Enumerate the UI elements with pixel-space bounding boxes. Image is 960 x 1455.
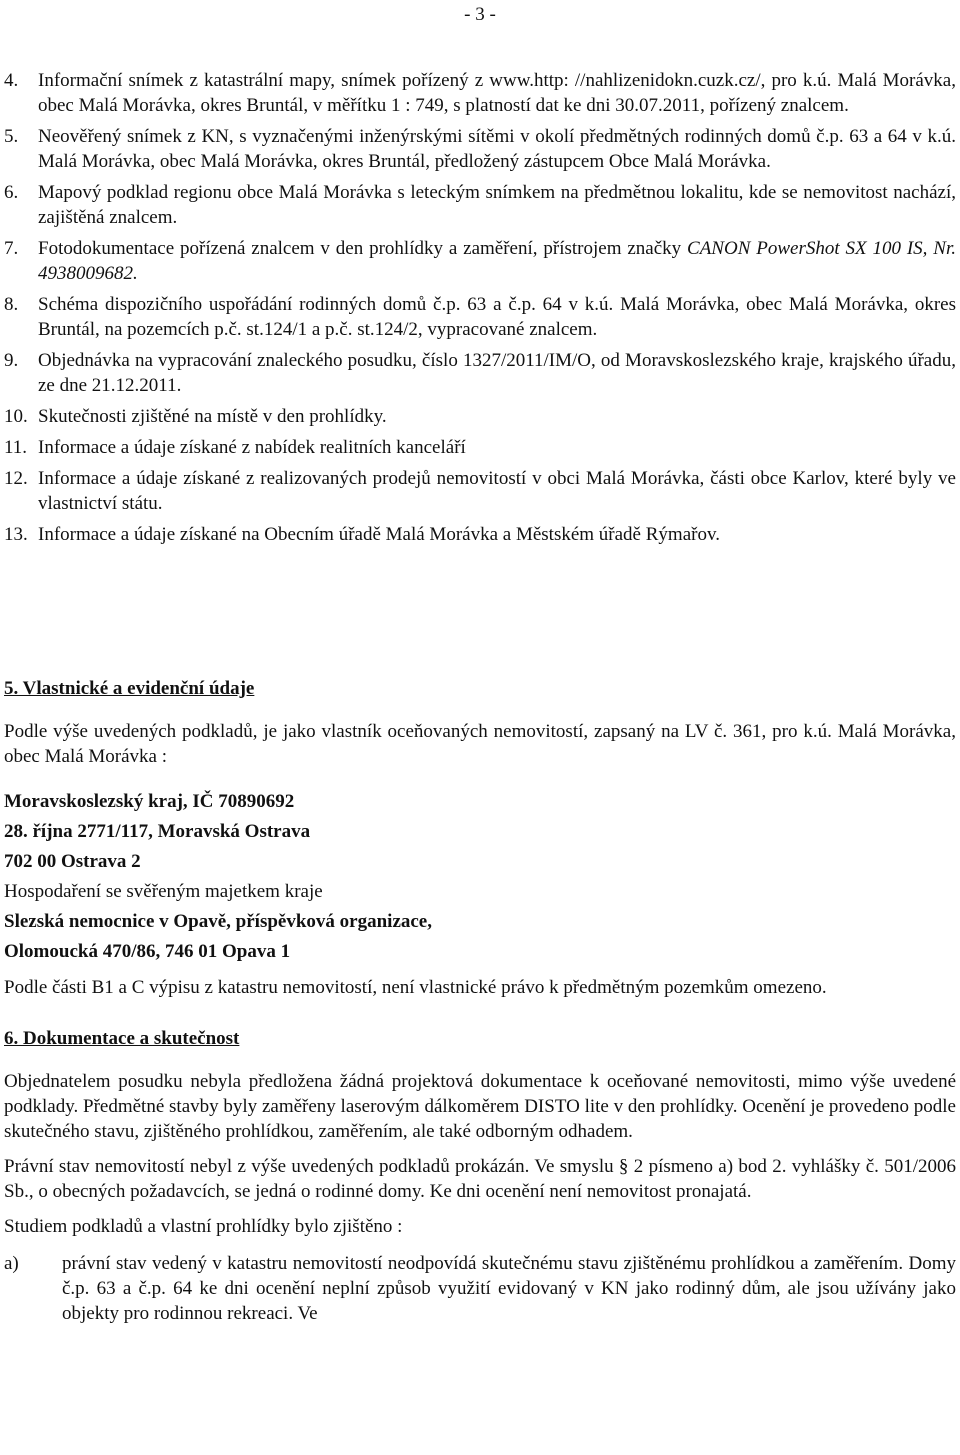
section-documentation xyxy=(4,1026,956,1326)
list-item-text: Informace a údaje získané na Obecním úřadě Malá Morávka a Městském úřadě Rýmařov. xyxy=(38,524,720,545)
owner-city: 702 00 Ostrava 2 xyxy=(4,851,141,872)
findings-item xyxy=(4,1251,956,1326)
ownership-intro: Podle výše uvedených podkladů, je jako vlastník oceňovaných nemovitostí, zapsaný na LV č. 361, pro k.ú. Malá Morávka, obec Malá Morávka : xyxy=(4,721,956,767)
findings-item-text: právní stav vedený v katastru nemovitostí neodpovídá skutečnému stavu zjištěnému prohlídkou a zaměřením. Domy č.p. 63 a č.p. 64 ke dni ocenění neplní způsob využití evidovaný v KN jako rodinný dům, ale jsou užívány jako objekty pro rodinnou rekreaci. Ve xyxy=(62,1253,956,1324)
list-item-text: Informace a údaje získané z nabídek realitních kanceláří xyxy=(38,437,466,458)
list-item-text: Neověřený snímek z KN, s vyznačenými inženýrskými sítěmi v okolí předmětných rodinných domů č.p. 63 a 64 v k.ú. Malá Morávka, obec Malá Morávka, okres Bruntál, předložený zástupcem Obce Malá Morávka. xyxy=(38,126,956,172)
list-item-number: 7. xyxy=(4,238,19,259)
list-item xyxy=(4,236,956,286)
list-item xyxy=(4,292,956,342)
manager-address: Olomoucká 470/86, 746 01 Opava 1 xyxy=(4,941,291,962)
findings-intro: Studiem podkladů a vlastní prohlídky bylo zjištěno : xyxy=(4,1216,403,1237)
list-item-text: Objednávka na vypracování znaleckého posudku, číslo 1327/2011/IM/O, od Moravskoslezského kraje, krajského úřadu, ze dne 21.12.2011. xyxy=(38,350,956,396)
documentation-paragraph: Objednatelem posudku nebyla předložena žádná projektová dokumentace k oceňované nemovitosti, mimo výše uvedené podklady. Předmětné stavby byly zaměřeny laserovým dálkoměrem DISTO lite v den prohlídky. Ocenění je provedeno podle skutečného stavu, zjištěného prohlídkou, zaměřením, ale také odborným odhadem. xyxy=(4,1071,956,1142)
sections xyxy=(4,676,956,1326)
findings-list xyxy=(4,1251,956,1326)
section-ownership xyxy=(4,676,956,1000)
owner-name: Moravskoslezský kraj, IČ 70890692 xyxy=(4,791,295,812)
list-item-text: Informace a údaje získané z realizovaných prodejů nemovitostí v obci Malá Morávka, části obce Karlov, které byly ve vlastnictví státu. xyxy=(38,468,956,514)
legal-status-paragraph: Právní stav nemovitostí nebyl z výše uvedených podkladů prokázán. Ve smyslu § 2 písmeno a) bod 2. vyhlášky č. 501/2006 Sb., o obecných požadavcích, se jedná o rodinné domy. Ke dni ocenění není nemovitost pronajatá. xyxy=(4,1156,956,1202)
list-item-number: 12. xyxy=(4,468,28,489)
list-item xyxy=(4,404,956,429)
list-item xyxy=(4,522,956,547)
list-item-number: 6. xyxy=(4,182,19,203)
ownership-note: Podle části B1 a C výpisu z katastru nemovitostí, není vlastnické právo k předmětným pozemkům omezeno. xyxy=(4,977,827,998)
list-item-text: Fotodokumentace pořízená znalcem v den prohlídky a zaměření, přístrojem značky xyxy=(38,238,688,259)
list-item xyxy=(4,124,956,174)
list-item-text: Schéma dispozičního uspořádání rodinných domů č.p. 63 a č.p. 64 v k.ú. Malá Morávka, obec Malá Morávka, okres Bruntál, na pozemcích p.č. st.124/1 a p.č. st.124/2, vypracované znalcem. xyxy=(38,294,956,340)
list-item-number: 8. xyxy=(4,294,19,315)
manager-name: Slezská nemocnice v Opavě, příspěvková organizace, xyxy=(4,911,432,932)
page-number: - 3 - xyxy=(464,4,496,25)
list-item-number: 11. xyxy=(4,437,28,458)
list-item xyxy=(4,68,956,118)
findings-item-label: a) xyxy=(4,1253,19,1274)
list-item xyxy=(4,180,956,230)
camera-model-text: CANON PowerShot SX 100 IS, Nr. 4938009682. xyxy=(38,238,956,284)
section-heading-ownership: 5. Vlastnické a evidenční údaje xyxy=(4,678,255,699)
list-item-number: 10. xyxy=(4,406,28,427)
list-item-number: 5. xyxy=(4,126,19,147)
owner-management: Hospodaření se svěřeným majetkem kraje xyxy=(4,881,323,902)
section-heading-documentation: 6. Dokumentace a skutečnost xyxy=(4,1028,240,1049)
sources-list xyxy=(4,68,956,553)
list-item-number: 13. xyxy=(4,524,28,545)
list-item-text: Mapový podklad regionu obce Malá Morávka s leteckým snímkem na předmětnou lokalitu, kde se nemovitost nachází, zajištěná znalcem. xyxy=(38,182,956,228)
list-item-text: Informační snímek z katastrální mapy, snímek pořízený z www.http: //nahlizenidokn.cuzk.cz/, pro k.ú. Malá Morávka, obec Malá Morávka, okres Bruntál, v měřítku 1 : 749, s platností dat ke dni 30.07.2011, pořízený znalcem. xyxy=(38,70,956,116)
list-item xyxy=(4,435,956,460)
list-item-text: Skutečnosti zjištěné na místě v den prohlídky. xyxy=(38,406,387,427)
owner-street: 28. října 2771/117, Moravská Ostrava xyxy=(4,821,311,842)
list-item-number: 4. xyxy=(4,70,19,91)
list-item xyxy=(4,348,956,398)
list-item-number: 9. xyxy=(4,350,19,371)
list-item xyxy=(4,466,956,516)
